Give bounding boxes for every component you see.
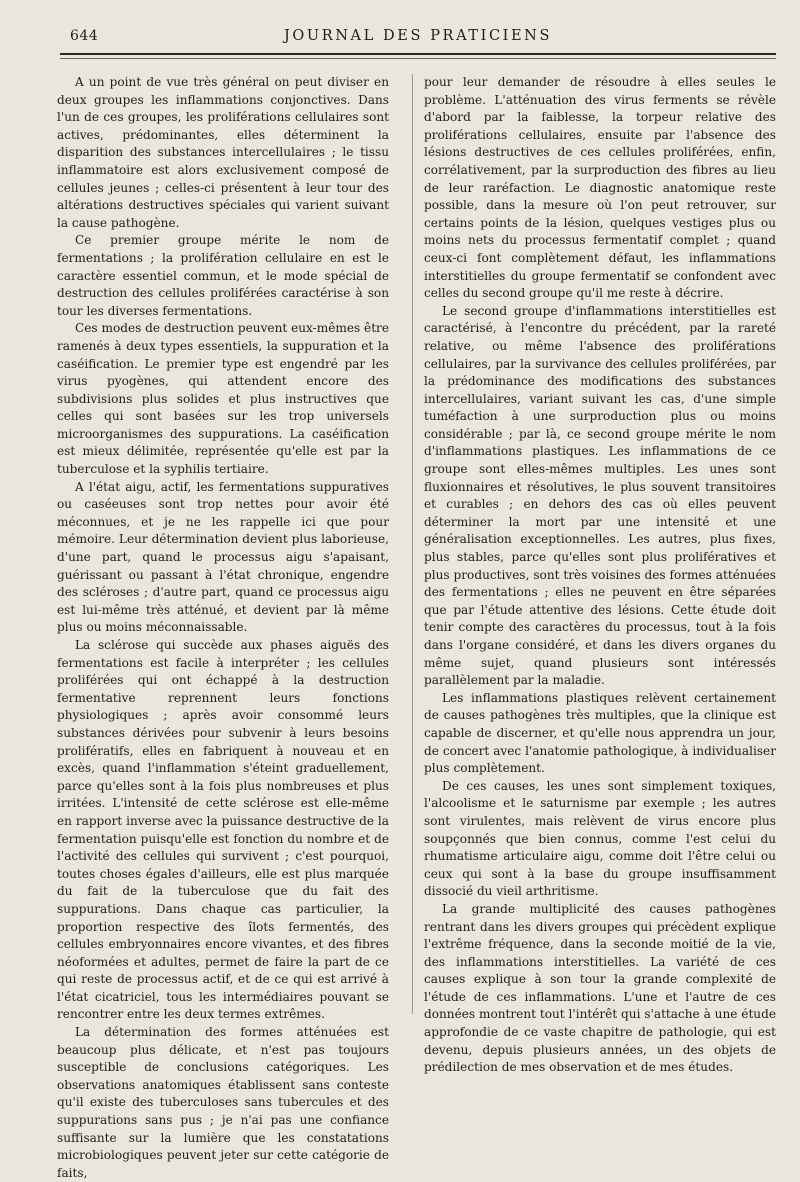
page-number: 644 <box>70 28 99 44</box>
paragraph: La détermination des formes atténuées est beaucoup plus délicate, et n'est pas toujours susceptible de conclusions catégoriques. Les observations anatomiques établissent sans conteste qu'il existe des tuberculoses sans tubercules et des suppurations sans pus ; je n'ai pas une confiance suffisante sur la lumière que les constatations microbiologiques peuvent jeter sur cette catégorie de faits, <box>57 1025 389 1180</box>
header-rule-thin <box>60 58 776 59</box>
paragraph: A un point de vue très général on peut diviser en deux groupes les inflammations conjonctives. Dans l'un de ces groupes, les proliférations cellulaires sont actives, prédominantes, elles déterminent la disparition des substances intercellulaires ; le tissu inflammatoire est alors exclusivement composé de cellules jeunes ; celles-ci présentent à leur tour des altérations destructives spéciales qui varient suivant la cause pathogène. <box>57 75 389 230</box>
paragraph: Ces modes de destruction peuvent eux-mêmes être ramenés à deux types essentiels, la suppuration et la caséification. Le premier type est engendré par les virus pyogènes, qui attendent encore des subdivisions plus solides et plus instructives que celles qui sont basées sur les trop universels microorganismes des suppurations. La caséification est mieux délimitée, représentée qu'elle est par la tuberculose et la syphilis tertiaire. <box>57 321 389 477</box>
paragraph: Les inflammations plastiques relèvent certainement de causes pathogènes très multiples, que la clinique est capable de discerner, et qu'elle nous apprendra un jour, de concert avec l'anatomie pathologique, à individualiser plus complètement. <box>424 690 776 776</box>
left-column <box>57 74 389 1182</box>
header-rule <box>60 53 776 55</box>
right-column <box>424 74 776 1077</box>
paragraph: Ce premier groupe mérite le nom de fermentations ; la prolifération cellulaire en est le caractère essentiel commun, et le mode spécial de destruction des cellules proliférées caractérise à son tour les diverses fermentations. <box>57 233 389 318</box>
paragraph: La grande multiplicité des causes pathogènes rentrant dans les divers groupes qui précèdent explique l'extrême fréquence, dans la seconde moitié de la vie, des inflammations interstitielles. La variété de ces causes explique à son tour la grande complexité de l'étude de ces inflammations. L'une et l'autre de ces données montrent tout l'intérêt qui s'attache à une étude approfondie de ce vaste chapitre de pathologie, qui est devenu, depuis plusieurs années, un des objets de prédilection de mes observation et de mes études. <box>424 901 776 1075</box>
paragraph: De ces causes, les unes sont simplement toxiques, l'alcoolisme et le saturnisme par exemple ; les autres sont virulentes, mais relèvent de virus encore plus soupçonnés que bien connus, comme l'est celui du rhumatisme articulaire aigu, comme doit l'être celui ou ceux qui sont à la base du groupe insuffisamment dissocié du vieil arthritisme. <box>424 778 776 899</box>
paragraph-continued: pour leur demander de résoudre à elles seules le problème. L'atténuation des virus ferments se révèle d'abord par la faiblesse, la torpeur relative des proliférations cellulaires, ensuite par l'absence des lésions destructives de ces cellules proliférées, enfin, corrélativement, par la surproduction des fibres au lieu de leur raréfaction. Le diagnostic anatomique reste possible, dans la mesure où l'on peut retrouver, sur certains points de la lésion, quelques vestiges plus ou moins nets du processus fermentatif complet ; quand ceux-ci font complètement défaut, les inflammations interstitielles du groupe fermentatif se confondent avec celles du second groupe qu'il me reste à décrire. <box>424 75 776 301</box>
paragraph: La sclérose qui succède aux phases aiguës des fermentations est facile à interpréter ; les cellules proliférées qui ont échappé à la destruction fermentative reprennent leurs fonctions physiologiques ; après avoir consommé leurs substances dérivées pour subvenir à leurs besoins prolifératifs, elles en fabriquent à nouveau et en excès, quand l'inflammation s'éteint graduellement, parce qu'elles sont à la fois plus nombreuses et plus irritées. L'intensité de cette sclérose est elle-même en rapport inverse avec la puissance destructive de la fermentation puisqu'elle est fonction du nombre et de l'activité des cellules qui survivent ; c'est pourquoi, toutes choses égales d'ailleurs, elle est plus marquée du fait de la tuberculose que du fait des suppurations. Dans chaque cas particulier, la proportion respective des îlots fermentés, des cellules embryonnaires encore vivantes, et des fibres néoformées et adultes, permet de faire la part de ce qui reste de processus actif, et de ce qui est arrivé à l'état cicatriciel, tous les intermédiaires pouvant se rencontrer entre les deux termes extrêmes. <box>57 638 389 1022</box>
page-header <box>60 28 776 52</box>
column-divider <box>412 74 413 1014</box>
running-title: JOURNAL DES PRATICIENS <box>284 28 552 44</box>
paragraph: A l'état aigu, actif, les fermentations suppuratives ou caséeuses sont trop nettes pour avoir été méconnues, et je ne les rappelle ici que pour mémoire. Leur détermination devient plus laborieuse, d'une part, quand le processus aigu s'apaisant, guérissant ou passant à l'état chronique, engendre des scléroses ; d'autre part, quand ce processus aigu est lui-même très atténué, et devient par là même plus ou moins méconnaissable. <box>57 479 389 635</box>
paragraph: Le second groupe d'inflammations interstitielles est caractérisé, à l'encontre du précédent, par la rareté relative, ou même l'absence des proliférations cellulaires, par la survivance des cellules proliférées, par la prédominance des modifications des substances intercellulaires, variant suivant les cas, d'une simple tuméfaction à une surproduction plus ou moins considérable ; par là, ce second groupe mérite le nom d'inflammations plastiques. Les inflammations de ce groupe sont elles-mêmes multiples. Les unes sont fluxionnaires et résolutives, le plus souvent transitoires et curables ; en dehors des cas où elles peuvent déterminer la mort par une intensité et une généralisation exceptionnelles. Les autres, plus fixes, plus stables, parce qu'elles sont plus prolifératives et plus productives, sont très voisines des formes atténuées des fermentations ; elles ne peuvent en être séparées que par l'étude attentive des lésions. Cette étude doit tenir compte des caractères du processus, tout à la fois dans l'organe considéré, et dans les divers organes du même sujet, quand plusieurs sont intéressés parallèlement par la maladie. <box>424 303 776 688</box>
